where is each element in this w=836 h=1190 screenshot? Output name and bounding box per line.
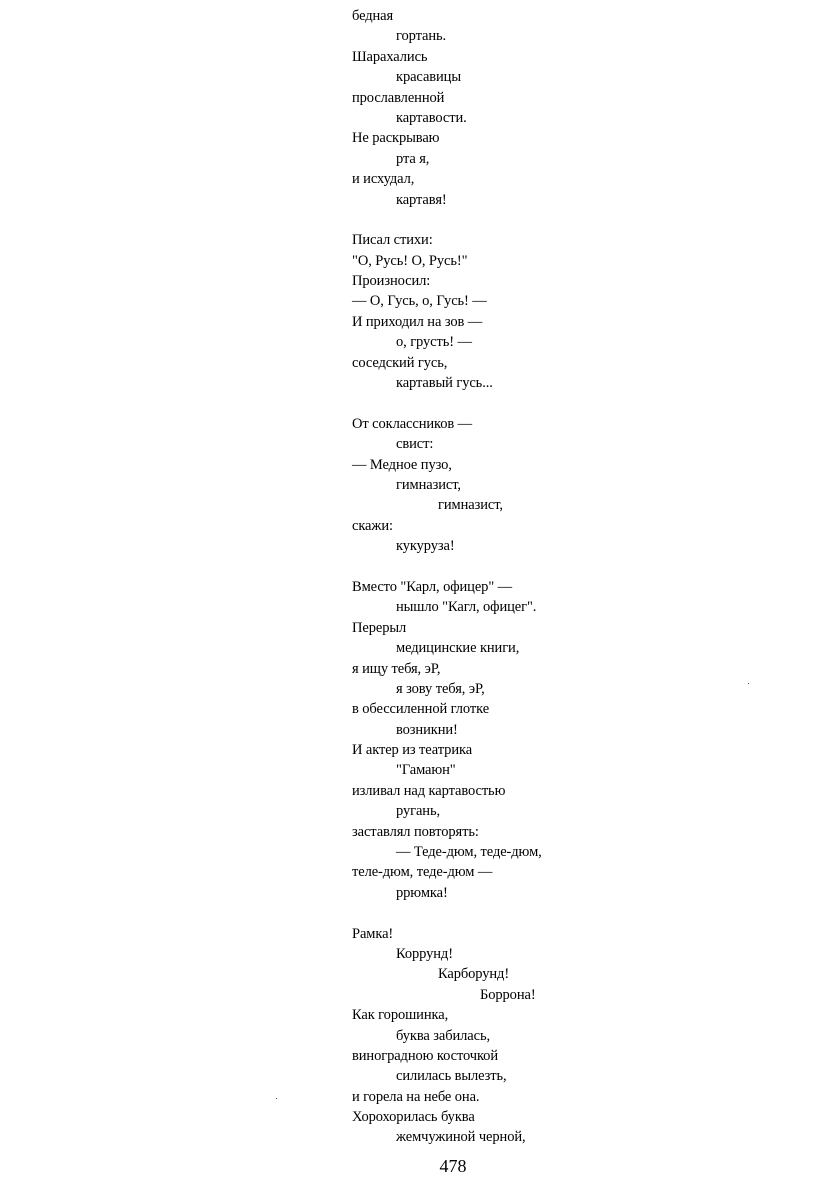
poem-line: От соклассников —: [352, 415, 473, 432]
poem-line: гимназист,: [396, 476, 461, 493]
poem-line: И актер из театрика: [352, 742, 473, 759]
poem-line: гимназист,: [438, 497, 503, 514]
poem-text: [352, 6, 792, 1148]
poem-line: — Теде-дюм, теде-дюм,: [396, 844, 542, 861]
poem-line: медицинские книги,: [396, 640, 520, 657]
poem-line: ругань,: [396, 803, 440, 820]
poem-line: буква забилась,: [396, 1027, 490, 1044]
stanza-break: [352, 557, 792, 577]
poem-line: Шарахались: [352, 48, 428, 65]
stanza-break: [352, 210, 792, 230]
poem-line: я зову тебя, эР,: [396, 680, 485, 697]
page-number: 478: [439, 1156, 467, 1176]
poem-line: Вместо "Карл, офицер" —: [352, 578, 513, 595]
scan-speck: [276, 1098, 277, 1099]
poem-line: нышло "Кагл, офицег".: [396, 599, 537, 616]
poem-line: — Медное пузо,: [352, 456, 452, 473]
poem-line: возникни!: [396, 721, 458, 738]
poem-line: Боррона!: [480, 986, 536, 1003]
poem-line: кукуруза!: [396, 538, 455, 555]
poem-line: Писал стихи:: [352, 232, 433, 249]
poem-line: теле-дюм, теде-дюм —: [352, 864, 493, 881]
poem-line: Перерыл: [352, 619, 407, 636]
poem-line: жемчужиной черной,: [396, 1129, 526, 1146]
poem-line: силилась вылезть,: [396, 1068, 507, 1085]
poem-line: изливал над картавостью: [352, 782, 506, 799]
scan-speck: [748, 683, 749, 684]
poem-line: И приходил на зов —: [352, 313, 483, 330]
poem-line: Как горошинка,: [352, 1007, 449, 1024]
poem-line: Не раскрываю: [352, 130, 440, 147]
poem-line: Коррунд!: [396, 945, 453, 962]
poem-line: "О, Русь! О, Русь!": [352, 252, 468, 269]
poem-line: — О, Гусь, о, Гусь! —: [352, 293, 487, 310]
poem-line: Произносил:: [352, 273, 431, 290]
poem-line: Рамка!: [352, 925, 394, 942]
stanza-break: [352, 393, 792, 413]
poem-line: о, грусть! —: [396, 334, 472, 351]
poem-line: прославленной: [352, 89, 445, 106]
poem-line: скажи:: [352, 517, 393, 534]
stanza-break: [352, 903, 792, 923]
poem-line: ррюмка!: [396, 884, 448, 901]
poem-line: "Гамаюн": [396, 762, 456, 779]
poem-line: свист:: [396, 436, 434, 453]
poem-line: рта я,: [396, 150, 430, 167]
poem-line: заставлял повторять:: [352, 823, 479, 840]
poem-line: картавый гусь...: [396, 375, 493, 392]
poem-line: красавицы: [396, 69, 461, 86]
poem-line: картавя!: [396, 191, 447, 208]
poem-line: я ищу тебя, эР,: [352, 660, 441, 677]
poem-line: и горела на небе она.: [352, 1088, 480, 1105]
poem-line: бедная: [352, 8, 394, 24]
poem-line: виноградною косточкой: [352, 1047, 498, 1064]
poem-line: гортань.: [396, 28, 447, 45]
poem-line: Карборунд!: [438, 966, 510, 983]
poem-line: соседский гусь,: [352, 354, 448, 371]
poem-line: картавости.: [396, 109, 467, 126]
poem-line: в обессиленной глотке: [352, 701, 490, 718]
poem-line: Хорохорилась буква: [352, 1109, 475, 1126]
poem-line: и исхудал,: [352, 171, 415, 188]
